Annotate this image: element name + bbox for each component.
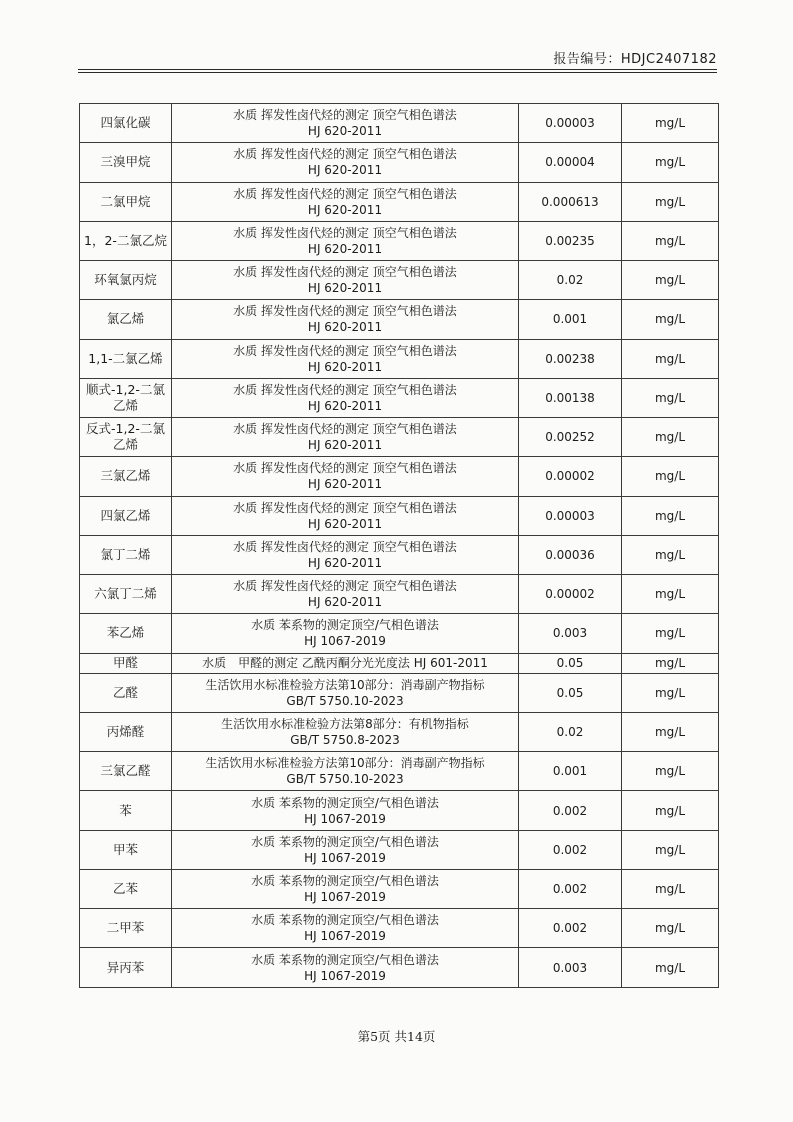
- detection-limit-value: 0.00002: [519, 575, 622, 614]
- method-standard-code: HJ 620-2011: [307, 555, 383, 570]
- table-row: [80, 712, 719, 751]
- detection-limit-value: 0.00252: [519, 418, 622, 457]
- method-standard-name: 水质 苯系物的测定顶空/气相色谱法: [251, 618, 439, 633]
- method-standard-code: HJ 620-2011: [307, 438, 383, 453]
- method-standard-code: HJ 1067-2019: [304, 929, 386, 944]
- detection-limit-value: 0.00036: [519, 535, 622, 574]
- item-name: 乙苯: [80, 869, 172, 908]
- detection-limit-value: 0.002: [519, 791, 622, 830]
- method-standard-name: 水质 挥发性卤代烃的测定 顶空气相色谱法: [233, 265, 457, 280]
- method-standard-name: 水质 苯系物的测定顶空/气相色谱法: [251, 795, 439, 810]
- detection-limit-value: 0.001: [519, 752, 622, 791]
- detection-limit-value: 0.001: [519, 300, 622, 339]
- unit: mg/L: [622, 948, 719, 988]
- method-standard-name: 水质 苯系物的测定顶空/气相色谱法: [251, 913, 439, 928]
- method-standard-name: 生活饮用水标准检验方法第10部分：消毒副产物指标: [205, 677, 485, 692]
- unit: mg/L: [622, 653, 719, 673]
- detection-limit-value: 0.05: [519, 653, 622, 673]
- detection-limit-value: 0.003: [519, 948, 622, 988]
- table-row: [80, 909, 719, 948]
- table-row: [80, 752, 719, 791]
- test-method: [172, 418, 519, 457]
- method-standard-code: HJ 620-2011: [307, 398, 383, 413]
- test-method: [172, 221, 519, 260]
- unit: mg/L: [622, 378, 719, 417]
- unit: mg/L: [622, 909, 719, 948]
- test-method: [172, 712, 519, 751]
- unit: mg/L: [622, 300, 719, 339]
- test-method: [172, 378, 519, 417]
- item-name: 甲醛: [80, 653, 172, 673]
- unit: mg/L: [622, 496, 719, 535]
- item-name: 四氯乙烯: [80, 496, 172, 535]
- table-row: [80, 261, 719, 300]
- method-standard-code: HJ 1067-2019: [304, 968, 386, 983]
- results-table: [79, 103, 719, 988]
- table-row: [80, 614, 719, 653]
- test-method: [172, 752, 519, 791]
- test-method: [172, 909, 519, 948]
- test-method: [172, 300, 519, 339]
- method-standard-code: HJ 620-2011: [307, 595, 383, 610]
- test-method: [172, 143, 519, 182]
- method-standard-name: 水质 苯系物的测定顶空/气相色谱法: [251, 874, 439, 889]
- test-method: [172, 496, 519, 535]
- method-standard-name: 水质 挥发性卤代烃的测定 顶空气相色谱法: [233, 579, 457, 594]
- detection-limit-value: 0.003: [519, 614, 622, 653]
- item-name: 1,1-二氯乙烯: [80, 339, 172, 378]
- method-standard-code: HJ 1067-2019: [304, 890, 386, 905]
- method-standard-code: HJ 620-2011: [307, 202, 383, 217]
- test-method: [172, 575, 519, 614]
- detection-limit-value: 0.02: [519, 712, 622, 751]
- detection-limit-value: 0.00003: [519, 496, 622, 535]
- detection-limit-value: 0.00003: [519, 104, 622, 143]
- item-name: 1，2-二氯乙烷: [80, 221, 172, 260]
- header-rule-thick: [78, 69, 717, 70]
- table-row: [80, 418, 719, 457]
- detection-limit-value: 0.002: [519, 909, 622, 948]
- test-method: [172, 261, 519, 300]
- method-standard-name: 水质 苯系物的测定顶空/气相色谱法: [251, 834, 439, 849]
- unit: mg/L: [622, 614, 719, 653]
- detection-limit-value: 0.02: [519, 261, 622, 300]
- detection-limit-value: 0.00004: [519, 143, 622, 182]
- table-row: [80, 791, 719, 830]
- test-method: [172, 182, 519, 221]
- unit: mg/L: [622, 673, 719, 712]
- item-name: 三氯乙醛: [80, 752, 172, 791]
- page-footer: 第5页 共14页: [357, 1029, 436, 1044]
- method-standard-name: 水质 甲醛的测定 乙酰丙酮分光光度法 HJ 601-2011: [202, 656, 488, 671]
- item-name: 氯丁二烯: [80, 535, 172, 574]
- unit: mg/L: [622, 143, 719, 182]
- unit: mg/L: [622, 752, 719, 791]
- method-standard-name: 水质 挥发性卤代烃的测定 顶空气相色谱法: [233, 461, 457, 476]
- detection-limit-value: 0.002: [519, 830, 622, 869]
- method-standard-code: HJ 1067-2019: [304, 850, 386, 865]
- table-row: [80, 104, 719, 143]
- detection-limit-value: 0.000613: [519, 182, 622, 221]
- table-row: [80, 143, 719, 182]
- table-row: [80, 869, 719, 908]
- table-row: [80, 948, 719, 988]
- table-row: [80, 830, 719, 869]
- unit: mg/L: [622, 418, 719, 457]
- detection-limit-value: 0.00238: [519, 339, 622, 378]
- method-standard-name: 水质 挥发性卤代烃的测定 顶空气相色谱法: [233, 225, 457, 240]
- test-method: [172, 535, 519, 574]
- method-standard-code: HJ 1067-2019: [304, 634, 386, 649]
- results-table-body: [80, 104, 719, 988]
- method-standard-code: HJ 620-2011: [307, 516, 383, 531]
- test-method: [172, 457, 519, 496]
- unit: mg/L: [622, 575, 719, 614]
- method-standard-name: 生活饮用水标准检验方法第8部分：有机物指标: [221, 717, 469, 732]
- method-standard-code: HJ 1067-2019: [304, 811, 386, 826]
- method-standard-name: 生活饮用水标准检验方法第10部分：消毒副产物指标: [205, 756, 485, 771]
- method-standard-code: HJ 620-2011: [307, 124, 383, 139]
- method-standard-name: 水质 挥发性卤代烃的测定 顶空气相色谱法: [233, 108, 457, 123]
- item-name: 异丙苯: [80, 948, 172, 988]
- table-row: [80, 673, 719, 712]
- item-name: 四氯化碳: [80, 104, 172, 143]
- table-row: [80, 339, 719, 378]
- item-name: 顺式-1,2-二氯乙烯: [80, 378, 172, 417]
- item-name: 二甲苯: [80, 909, 172, 948]
- method-standard-name: 水质 挥发性卤代烃的测定 顶空气相色谱法: [233, 147, 457, 162]
- method-standard-code: HJ 620-2011: [307, 281, 383, 296]
- unit: mg/L: [622, 182, 719, 221]
- table-row: [80, 378, 719, 417]
- method-standard-code: GB/T 5750.10-2023: [286, 693, 404, 708]
- item-name: 二氯甲烷: [80, 182, 172, 221]
- method-standard-name: 水质 挥发性卤代烃的测定 顶空气相色谱法: [233, 500, 457, 515]
- test-method: [172, 104, 519, 143]
- method-standard-name: 水质 挥发性卤代烃的测定 顶空气相色谱法: [233, 539, 457, 554]
- table-row: [80, 496, 719, 535]
- detection-limit-value: 0.05: [519, 673, 622, 712]
- method-standard-code: HJ 620-2011: [307, 359, 383, 374]
- test-method: [172, 339, 519, 378]
- table-row: [80, 653, 719, 673]
- method-standard-code: HJ 620-2011: [307, 163, 383, 178]
- method-standard-name: 水质 挥发性卤代烃的测定 顶空气相色谱法: [233, 343, 457, 358]
- unit: mg/L: [622, 830, 719, 869]
- header-rule-thin: [78, 72, 717, 73]
- unit: mg/L: [622, 339, 719, 378]
- method-standard-name: 水质 挥发性卤代烃的测定 顶空气相色谱法: [233, 382, 457, 397]
- method-standard-code: HJ 620-2011: [307, 477, 383, 492]
- unit: mg/L: [622, 712, 719, 751]
- method-standard-name: 水质 苯系物的测定顶空/气相色谱法: [251, 952, 439, 967]
- item-name: 氯乙烯: [80, 300, 172, 339]
- detection-limit-value: 0.00235: [519, 221, 622, 260]
- table-row: [80, 457, 719, 496]
- table-row: [80, 535, 719, 574]
- table-row: [80, 575, 719, 614]
- test-method: [172, 948, 519, 988]
- detection-limit-value: 0.00138: [519, 378, 622, 417]
- report-number: 报告编号：HDJC2407182: [553, 52, 717, 67]
- item-name: 苯乙烯: [80, 614, 172, 653]
- item-name: 三溴甲烷: [80, 143, 172, 182]
- method-standard-code: HJ 620-2011: [307, 241, 383, 256]
- test-method: [172, 614, 519, 653]
- method-standard-name: 水质 挥发性卤代烃的测定 顶空气相色谱法: [233, 304, 457, 319]
- method-standard-name: 水质 挥发性卤代烃的测定 顶空气相色谱法: [233, 186, 457, 201]
- detection-limit-value: 0.002: [519, 869, 622, 908]
- unit: mg/L: [622, 104, 719, 143]
- unit: mg/L: [622, 221, 719, 260]
- table-row: [80, 300, 719, 339]
- test-method: [172, 830, 519, 869]
- test-method: [172, 791, 519, 830]
- test-method: [172, 673, 519, 712]
- test-method: [172, 869, 519, 908]
- table-row: [80, 182, 719, 221]
- table-row: [80, 221, 719, 260]
- item-name: 六氯丁二烯: [80, 575, 172, 614]
- item-name: 苯: [80, 791, 172, 830]
- item-name: 环氧氯丙烷: [80, 261, 172, 300]
- item-name: 甲苯: [80, 830, 172, 869]
- unit: mg/L: [622, 535, 719, 574]
- unit: mg/L: [622, 869, 719, 908]
- item-name: 反式-1,2-二氯乙烯: [80, 418, 172, 457]
- item-name: 三氯乙烯: [80, 457, 172, 496]
- unit: mg/L: [622, 261, 719, 300]
- method-standard-code: GB/T 5750.8-2023: [290, 733, 400, 748]
- method-standard-code: GB/T 5750.10-2023: [286, 772, 404, 787]
- method-standard-name: 水质 挥发性卤代烃的测定 顶空气相色谱法: [233, 422, 457, 437]
- unit: mg/L: [622, 791, 719, 830]
- unit: mg/L: [622, 457, 719, 496]
- detection-limit-value: 0.00002: [519, 457, 622, 496]
- item-name: 乙醛: [80, 673, 172, 712]
- item-name: 丙烯醛: [80, 712, 172, 751]
- method-standard-code: HJ 620-2011: [307, 320, 383, 335]
- test-method: [172, 653, 519, 673]
